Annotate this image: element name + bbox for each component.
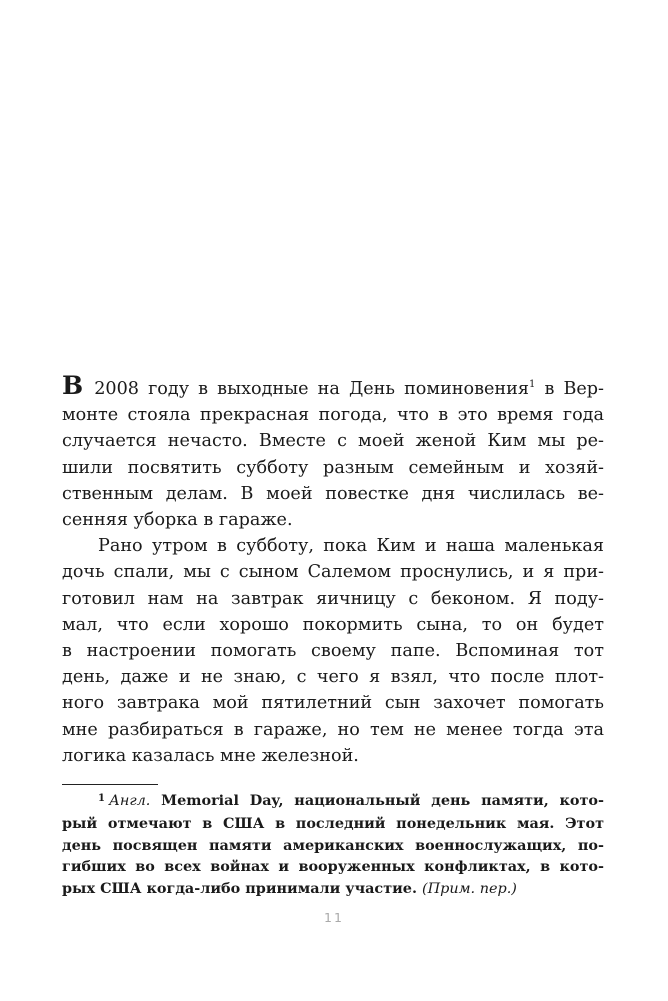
text-line-14: мне разбираться в гараже, но тем не менее тогда эта (62, 719, 604, 740)
translator-note: (Прим. пер.) (421, 881, 517, 898)
text-line-10: мал, что если хорошо покормить сына, то он будет (62, 614, 604, 635)
text-line-13: ного завтрака мой пятилетний сын захочет помогать (62, 693, 604, 714)
footnote-marker: 1 (98, 793, 105, 804)
footnote-line-5: рых США когда-либо принимали участие. (Прим. пер.) (62, 880, 517, 898)
text-line-12: день, даже и не знаю, с чего я взял, что после плот- (62, 667, 604, 688)
footnote-ref: 1 (529, 379, 536, 390)
footnote-line-4: гибших во всех войнах и вооруженных конфликтах, в кото- (62, 858, 604, 876)
text-line-2: монте стояла прекрасная погода, что в это время года (62, 405, 604, 426)
footnote-line-3: день посвящен памяти американских военнослужащих, по- (62, 836, 604, 854)
text-line-8: дочь спали, мы с сыном Салемом проснулись, и я при- (62, 562, 604, 583)
text-line-7: Рано утром в субботу, пока Ким и наша маленькая (98, 536, 604, 557)
text-line-3: случается нечасто. Вместе с моей женой Ким мы ре- (62, 431, 604, 452)
text-line-5: ственным делам. В моей повестке дня числилась ве- (62, 483, 604, 504)
text-line-4: шили посвятить субботу разным семейным и хозяй- (62, 457, 604, 478)
text-line-15: логика казалась мне железной. (62, 745, 359, 766)
drop-cap: В (62, 371, 84, 400)
text-line-1: В 2008 году в выходные на День поминовения$^1$ в Вер- (62, 371, 605, 400)
text-line-11: в настроении помогать своему папе. Вспоминая тот (62, 641, 604, 662)
footnote-line-1: $^1$ Англ. Memorial Day, национальный день памяти, кото- (98, 792, 604, 809)
footnote-line-2: рый отмечают в США в последний понедельник мая. Этот (62, 814, 604, 832)
footnote-divider (62, 784, 158, 785)
main-text (62, 371, 605, 769)
text-line-6: сенняя уборка в гараже. (62, 510, 293, 531)
footnote (62, 790, 604, 901)
text-line-9: готовил нам на завтрак яичницу с беконом. Я поду- (62, 588, 604, 609)
footnote-lang: Англ. (108, 793, 151, 809)
page-number: 11 (324, 910, 344, 925)
